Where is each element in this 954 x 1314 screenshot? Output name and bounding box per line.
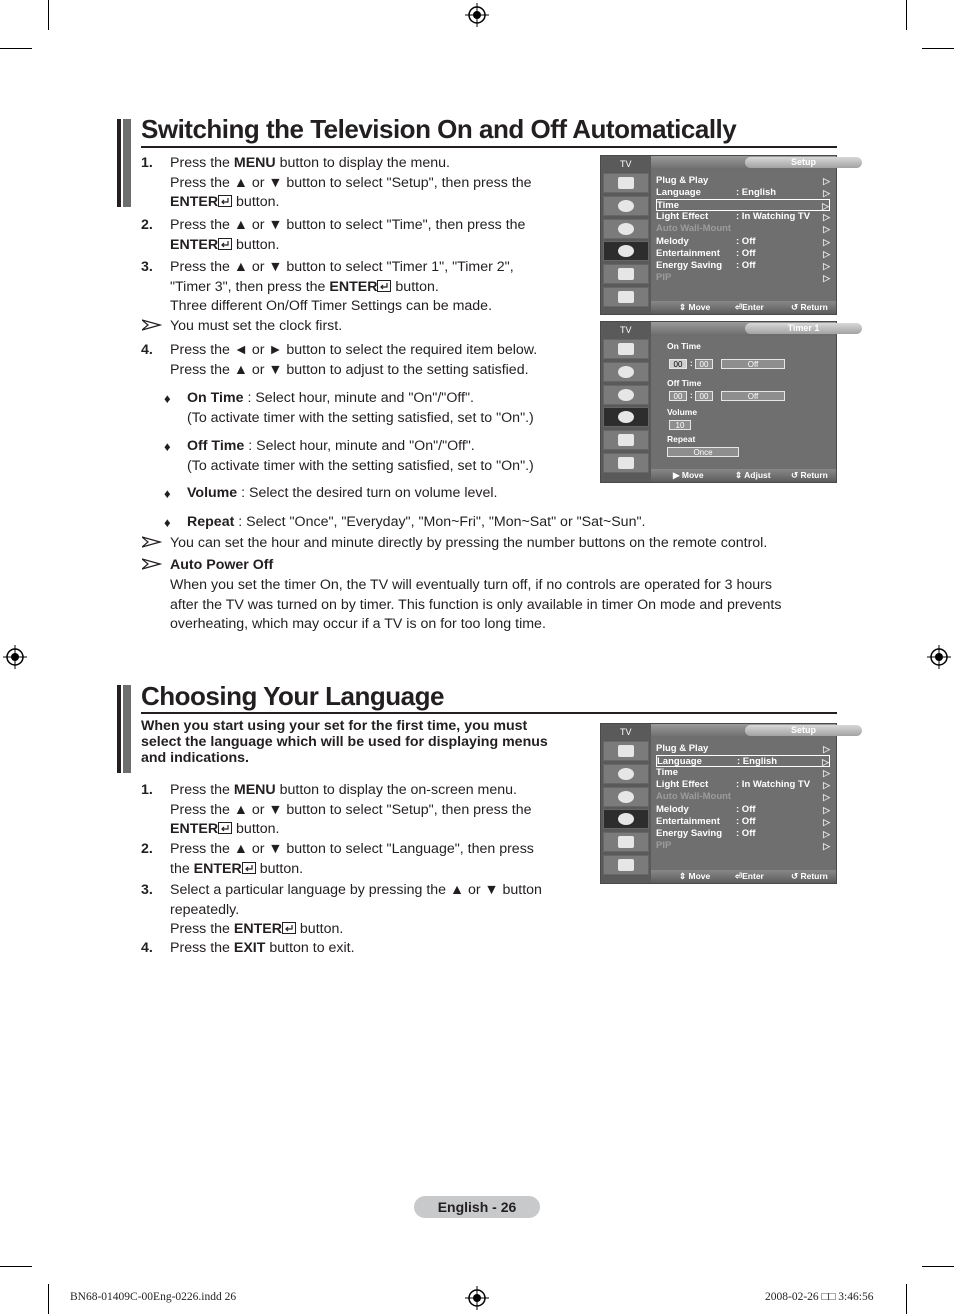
step-text: Press the ▲ or ▼ button to select "Setup", then press the [170,801,532,818]
osd-menu [651,738,836,870]
input-tab-icon [603,430,649,450]
off-hour-field[interactable]: 00 [669,391,687,401]
step-text: Three different On/Off Timer Settings can be made. [170,298,493,314]
enter-icon [377,280,391,292]
osd-tab-strip [601,156,651,314]
crop-mark [922,1266,954,1267]
osd-menu-item[interactable] [656,236,830,248]
auto-power-title: Auto Power Off [170,557,274,573]
adjust-hint: ⇕ Adjust [735,470,771,480]
step-text: Press the ▲ or ▼ button to select "Time", then press the [170,217,526,233]
osd-footer [651,301,836,314]
osd-item-label: Auto Wall-Mount [656,223,732,235]
crop-mark [48,0,49,30]
move-hint: ▶ Move [673,470,704,480]
step-number: 4. [141,342,153,358]
section-rule [141,712,837,714]
chevron-right-icon: ▷ [823,224,830,235]
input-tab-icon [603,264,649,284]
time-separator: : [690,390,693,400]
note-arrow-icon [142,536,162,548]
chevron-right-icon: ▷ [823,828,830,839]
enter-hint: ⏎Enter [735,302,764,312]
osd-footer [651,469,836,482]
osd-header [651,322,836,336]
step-text: Press the MENU button to display the menu. [170,155,450,171]
osd-item-value: : Off [736,815,756,827]
section-title: Choosing Your Language [141,681,444,711]
osd-item-value: : In Watching TV [736,211,811,223]
repeat-label: Repeat [667,434,696,444]
osd-item-label: Melody [656,235,689,247]
picture-tab-icon [603,173,649,193]
note-clock: You must set the clock first. [170,318,343,334]
channel-tab-icon [603,787,649,807]
sound-tab-icon [603,764,649,784]
osd-item-label: Plug & Play [656,743,709,754]
osd-header [651,724,836,738]
auto-power-line: When you set the timer On, the TV will eventually turn off, if no controls are operated for 3 hours [170,577,772,593]
move-hint: ⇕ Move [679,871,711,881]
section-rule [141,146,837,148]
enter-icon [242,862,256,874]
osd-item-label: Language [656,187,701,199]
step-text: "Timer 3", then press the ENTER button. [170,278,439,295]
chevron-right-icon: ▷ [823,744,830,754]
osd-menu-item[interactable] [656,755,830,767]
osd-menu-item[interactable] [656,175,830,187]
osd-menu-item[interactable] [656,272,830,284]
osd-menu [651,170,836,301]
move-hint: ⇕ Move [679,302,711,312]
chevron-right-icon: ▷ [823,768,830,779]
chevron-right-icon: ▷ [823,816,830,827]
section-bar [117,119,131,207]
step-number: 2. [141,217,153,233]
osd-item-value: : English [737,756,778,768]
auto-power-line: overheating, which may occur if a TV is on for too long time. [170,616,546,632]
on-minute-field[interactable]: 00 [695,359,713,369]
bullet-diamond-icon: ♦ [164,391,171,406]
osd-menu-item[interactable] [656,223,830,235]
footer-timestamp: 2008-02-26 □□ 3:46:56 [765,1291,874,1303]
crop-mark [0,48,32,49]
osd-menu-item[interactable] [656,767,830,779]
note-arrow-icon [142,319,162,331]
registration-mark-icon [927,645,951,669]
step-text: Press the ENTER button. [170,921,344,937]
crop-mark [922,48,954,49]
step-text: ENTER button. [170,194,280,210]
step-text: Press the EXIT button to exit. [170,940,355,956]
osd-menu-item[interactable] [656,840,830,852]
osd-menu-item[interactable] [656,248,830,260]
osd-menu-item[interactable] [656,816,830,828]
osd-setup-time [600,155,837,315]
registration-mark-icon [465,3,489,27]
section-title: Switching the Television On and Off Automatically [141,114,737,144]
osd-item-label: PIP [656,271,672,283]
intro-line: and indications. [141,750,249,766]
off-minute-field[interactable]: 00 [695,391,713,401]
osd-item-label: Plug & Play [656,175,709,186]
chevron-right-icon: ▷ [823,780,830,791]
osd-menu-item[interactable] [656,828,830,840]
digital-tab-icon [603,453,649,473]
osd-menu-item[interactable] [656,260,830,272]
osd-item-label: Energy Saving [656,259,722,271]
enter-icon [218,238,232,250]
step-text: Press the ▲ or ▼ button to select "Timer 1", "Timer 2", [170,259,514,275]
chevron-right-icon: ▷ [823,840,830,851]
digital-tab-icon [603,287,649,307]
osd-header [651,156,836,170]
chevron-right-icon: ▷ [823,188,830,199]
chevron-right-icon: ▷ [823,236,830,247]
chevron-right-icon: ▷ [823,804,830,815]
step-text: Press the ▲ or ▼ button to adjust to the setting satisfied. [170,361,529,378]
chevron-right-icon: ▷ [822,201,829,212]
on-hour-field[interactable]: 00 [669,359,687,369]
intro-line: When you start using your set for the first time, you must [141,718,528,734]
return-hint: ↺ Return [791,470,828,480]
step-text: ENTER button. [170,821,280,837]
osd-menu-item[interactable] [656,791,830,803]
osd-menu-item[interactable] [656,804,830,816]
osd-tv-label: TV [620,727,632,737]
osd-item-label: Time [656,767,679,779]
osd-tab-strip [601,322,651,482]
registration-mark-icon [465,1286,489,1310]
chevron-right-icon: ▷ [823,212,830,223]
osd-item-label: Entertainment [656,815,720,827]
osd-item-value: : Off [736,259,756,271]
osd-tv-label: TV [620,159,632,169]
time-separator: : [690,358,693,368]
osd-item-label: Energy Saving [656,827,722,839]
osd-item-label: Time [657,200,680,212]
chevron-right-icon: ▷ [823,792,830,803]
on-time-label: On Time [667,341,701,351]
osd-timer1 [600,321,837,483]
osd-item-value: : In Watching TV [736,779,811,791]
crop-mark [906,0,907,30]
osd-item-label: Auto Wall-Mount [656,791,732,803]
chevron-right-icon: ▷ [823,272,830,283]
auto-power-line: after the TV was turned on by timer. This function is only available in timer On mode and prevents [170,596,782,613]
osd-menu-item[interactable] [656,211,830,223]
repeat-field[interactable]: Once [667,447,739,457]
chevron-right-icon: ▷ [823,248,830,259]
picture-tab-icon [603,339,649,359]
step-text: Press the ▲ or ▼ button to select "Setup", then press the [170,174,532,191]
timer-body [651,336,836,470]
bullet-text: (To activate timer with the setting satisfied, set to "On".) [187,409,534,426]
osd-item-label: Melody [656,803,689,815]
osd-item-value: : Off [736,827,756,839]
step-number: 3. [141,882,153,898]
step-text: Press the MENU button to display the on-screen menu. [170,782,517,798]
off-state-field[interactable]: Off [721,391,785,401]
off-time-label: Off Time [667,378,702,388]
osd-item-value: : Off [736,235,756,247]
enter-icon [218,195,232,207]
volume-label: Volume [667,407,698,417]
step-number: 2. [141,841,153,857]
osd-menu-item[interactable] [656,779,830,791]
channel-tab-icon [603,219,649,239]
osd-tv-label: TV [620,325,632,335]
step-text: ENTER button. [170,236,280,253]
note-arrow-icon [142,558,162,570]
footer-file: BN68-01409C-00Eng-0226.indd 26 [70,1291,237,1303]
crop-mark [48,1284,49,1314]
picture-tab-icon [603,741,649,761]
enter-icon [218,822,232,834]
enter-hint: ⏎Enter [735,871,764,881]
osd-setup-language [600,723,837,884]
osd-menu-item[interactable] [656,187,830,199]
crop-mark [0,1266,32,1267]
registration-mark-icon [3,645,27,669]
step-number: 1. [141,155,153,171]
bullet-text: (To activate timer with the setting satisfied, set to "On".) [187,457,534,474]
digital-tab-icon [603,855,649,875]
osd-menu-item[interactable] [656,743,830,755]
osd-item-label: Light Effect [656,211,709,223]
section-bar [117,685,131,773]
return-hint: ↺ Return [791,302,828,312]
setup-tab-icon [603,241,649,261]
osd-menu-item[interactable] [656,199,830,211]
osd-item-value: : Off [736,803,756,815]
step-text: repeatedly. [170,901,240,918]
setup-tab-icon [603,809,649,829]
osd-item-label: PIP [656,839,672,851]
sound-tab-icon [603,362,649,382]
bullet-text: Volume : Select the desired turn on volume level. [187,485,498,501]
step-number: 1. [141,782,153,798]
step-text: the ENTER button. [170,860,304,877]
osd-item-label: Language [657,756,702,768]
bullet-diamond-icon: ♦ [164,515,171,530]
input-tab-icon [603,832,649,852]
step-text: Select a particular language by pressing the ▲ or ▼ button [170,882,542,898]
osd-header-title: Setup [745,725,862,736]
bullet-diamond-icon: ♦ [164,439,171,454]
step-text: Press the ◄ or ► button to select the required item below. [170,342,538,358]
page-number: English - 26 [414,1196,540,1218]
enter-icon [282,922,296,934]
bullet-text: Off Time : Select hour, minute and "On"/"Off". [187,438,475,454]
intro-line: select the language which will be used for displaying menus [141,734,548,750]
osd-item-label: Light Effect [656,779,709,791]
step-number: 4. [141,940,153,956]
bullet-text: Repeat : Select "Once", "Everyday", "Mon~Fri", "Mon~Sat" or "Sat~Sun". [187,514,646,530]
osd-tab-strip [601,724,651,883]
bullet-text: On Time : Select hour, minute and "On"/"Off". [187,390,474,406]
osd-item-label: Entertainment [656,247,720,259]
step-text: Press the ▲ or ▼ button to select "Language", then press [170,841,534,857]
chevron-right-icon: ▷ [823,176,830,186]
bullet-diamond-icon: ♦ [164,486,171,501]
setup-tab-icon [603,407,649,427]
return-hint: ↺ Return [791,871,828,881]
osd-header-title: Setup [745,157,862,168]
note-hour-minute: You can set the hour and minute directly by pressing the number buttons on the remote control. [170,535,768,551]
osd-footer [651,870,836,883]
osd-item-value: : English [736,187,777,199]
crop-mark [906,1284,907,1314]
on-state-field[interactable]: Off [721,359,785,369]
channel-tab-icon [603,385,649,405]
osd-item-value: : Off [736,247,756,259]
step-number: 3. [141,259,153,275]
chevron-right-icon: ▷ [822,757,829,768]
sound-tab-icon [603,196,649,216]
volume-field[interactable]: 10 [669,420,691,430]
osd-header-title: Timer 1 [745,323,862,334]
chevron-right-icon: ▷ [823,260,830,271]
